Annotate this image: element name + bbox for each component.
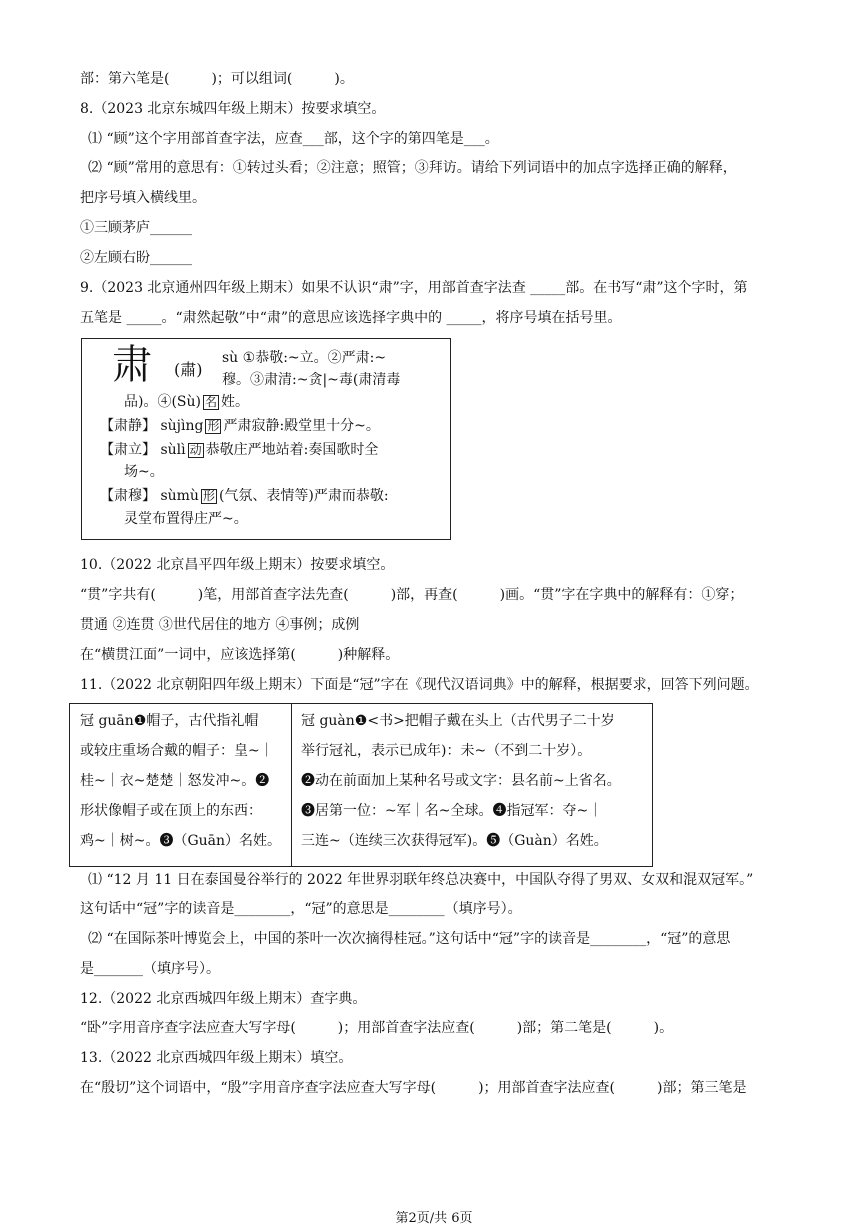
page-footer: 第2页/共 6页 xyxy=(395,1211,473,1226)
question-12-title: 12.（2022 北京西城四年级上期末）查字典。 xyxy=(80,991,367,1007)
text-line: 这句话中“冠”字的读音是________，“冠”的意思是________（填序号）。 xyxy=(80,901,522,917)
dict-text: (气氛、表情等)严肃而恭敬: xyxy=(218,488,389,504)
dict-line xyxy=(100,441,378,459)
dict-text: 【肃立】 sùlì xyxy=(100,442,186,458)
pos-tag: 形 xyxy=(202,489,215,503)
question-11-part-2: ⑵ “在国际茶叶博览会上，中国的茶叶一次次摘得桂冠。”这句话中“冠”字的读音是________，“冠”的意思 xyxy=(88,931,731,947)
question-8-item-b: ②左顾右盼______ xyxy=(80,250,192,266)
table-cell-line: 形状像帽子或在顶上的东西： xyxy=(80,803,262,819)
dictionary-entry-box xyxy=(81,338,451,540)
pos-tag: 形 xyxy=(207,419,220,433)
dict-text: 恭敬庄严地站着:奏国歌时全 xyxy=(205,442,379,458)
text-line: “卧”字用音序查字法应查大写字母( )；用部首查字法应查( )部；第二笔是( )。 xyxy=(80,1020,674,1036)
question-9-title: 9.（2023 北京通州四年级上期末）如果不认识“肃”字，用部首查字法查 _____部。在书写“肃”这个字时，第 xyxy=(80,280,748,296)
question-11-part-1: ⑴ “12 月 11 日在泰国曼谷举行的 2022 年世界羽联年终总决赛中，中国队夺得了男双、女双和混双冠军。” xyxy=(88,872,754,888)
table-cell-line: 举行冠礼，表示已成年)：未~（不到二十岁）。 xyxy=(301,743,592,759)
table-cell-line: 桂~｜衣~楚楚｜怒发冲~。❷ xyxy=(80,773,270,789)
question-10-title: 10.（2022 北京昌平四年级上期末）按要求填空。 xyxy=(80,557,395,573)
guan-definition-table xyxy=(69,703,653,867)
text-line: “贯”字共有( )笔，用部首查字法先查( )部，再查( )画。“贯”字在字典中的解释有：①穿； xyxy=(80,587,744,603)
traditional-form: (肅) xyxy=(174,360,203,379)
table-cell-line: ❷动在前面加上某种名号或文字：县名前~上省名。 xyxy=(301,773,621,789)
head-character: 肃 xyxy=(112,342,152,388)
dict-line xyxy=(100,487,389,505)
table-cell-line: 冠 guàn❶<书>把帽子戴在头上（古代男子二十岁 xyxy=(301,713,615,729)
table-cell-line: 鸡~｜树~。❸（Guān）名姓。 xyxy=(80,833,282,849)
dict-text: 姓。 xyxy=(221,394,250,410)
dict-text: 品)。④(Sù) xyxy=(124,394,201,410)
table-cell-line: 三连~（连续三次获得冠军)。❺（Guàn）名姓。 xyxy=(301,833,608,849)
text-line: 是_______（填序号）。 xyxy=(80,961,220,977)
text-line: 在“横贯江面”一词中，应该选择第( )种解释。 xyxy=(80,647,400,663)
question-11-title: 11.（2022 北京朝阳四年级上期末）下面是“冠”字在《现代汉语词典》中的解释，根据要求，回答下列问题。 xyxy=(80,677,759,693)
dict-text: 【肃静】 sùjìng xyxy=(100,418,204,434)
text-line: 贯通 ②连贯 ③世代居住的地方 ④事例；成例 xyxy=(80,617,360,633)
text-line: 部：第六笔是( )；可以组词( )。 xyxy=(80,71,354,87)
table-cell-line: 或较庄重场合戴的帽子：皇~｜ xyxy=(80,743,274,759)
question-8-item-a: ①三顾茅庐______ xyxy=(80,220,192,236)
table-divider xyxy=(291,704,292,866)
dict-text: 【肃穆】 sùmù xyxy=(100,488,199,504)
dict-line: sù ①恭敬:~立。②严肃:~ xyxy=(222,350,387,366)
pos-tag: 动 xyxy=(189,443,202,457)
table-cell-line: ❸居第一位：~军｜名~全球。❹指冠军：夺~｜ xyxy=(301,803,603,819)
table-cell-line: 冠 guān❶帽子，古代指礼帽 xyxy=(80,713,259,729)
question-13-title: 13.（2022 北京西城四年级上期末）填空。 xyxy=(80,1050,353,1066)
dict-line: 场~。 xyxy=(124,464,164,480)
dict-line: 穆。③肃清:~贪|~毒(肃清毒 xyxy=(222,372,401,388)
dict-line: 灵堂布置得庄严~。 xyxy=(124,511,248,527)
dict-line xyxy=(100,417,380,435)
dict-line xyxy=(124,393,249,411)
text-line: 把序号填入横线里。 xyxy=(80,190,206,206)
question-8-title: 8.（2023 北京东城四年级上期末）按要求填空。 xyxy=(80,101,386,117)
question-8-part-1: ⑴ “顾”这个字用部首查字法，应查___部，这个字的第四笔是___。 xyxy=(88,131,499,147)
text-line: 五笔是 _____。“肃然起敬”中“肃”的意思应该选择字典中的 _____，将序号填在括号里。 xyxy=(80,310,622,326)
text-line: 在“殷切”这个词语中，“殷”字用音序查字法应查大写字母( )；用部首查字法应查( )部；第三笔是 xyxy=(80,1080,747,1096)
dict-text: 严肃寂静:殿堂里十分~。 xyxy=(223,418,380,434)
question-8-part-2: ⑵ “顾”常用的意思有：①转过头看；②注意；照管；③拜访。请给下列词语中的加点字选择正确的解释， xyxy=(88,160,737,176)
pos-tag: 名 xyxy=(205,395,218,409)
